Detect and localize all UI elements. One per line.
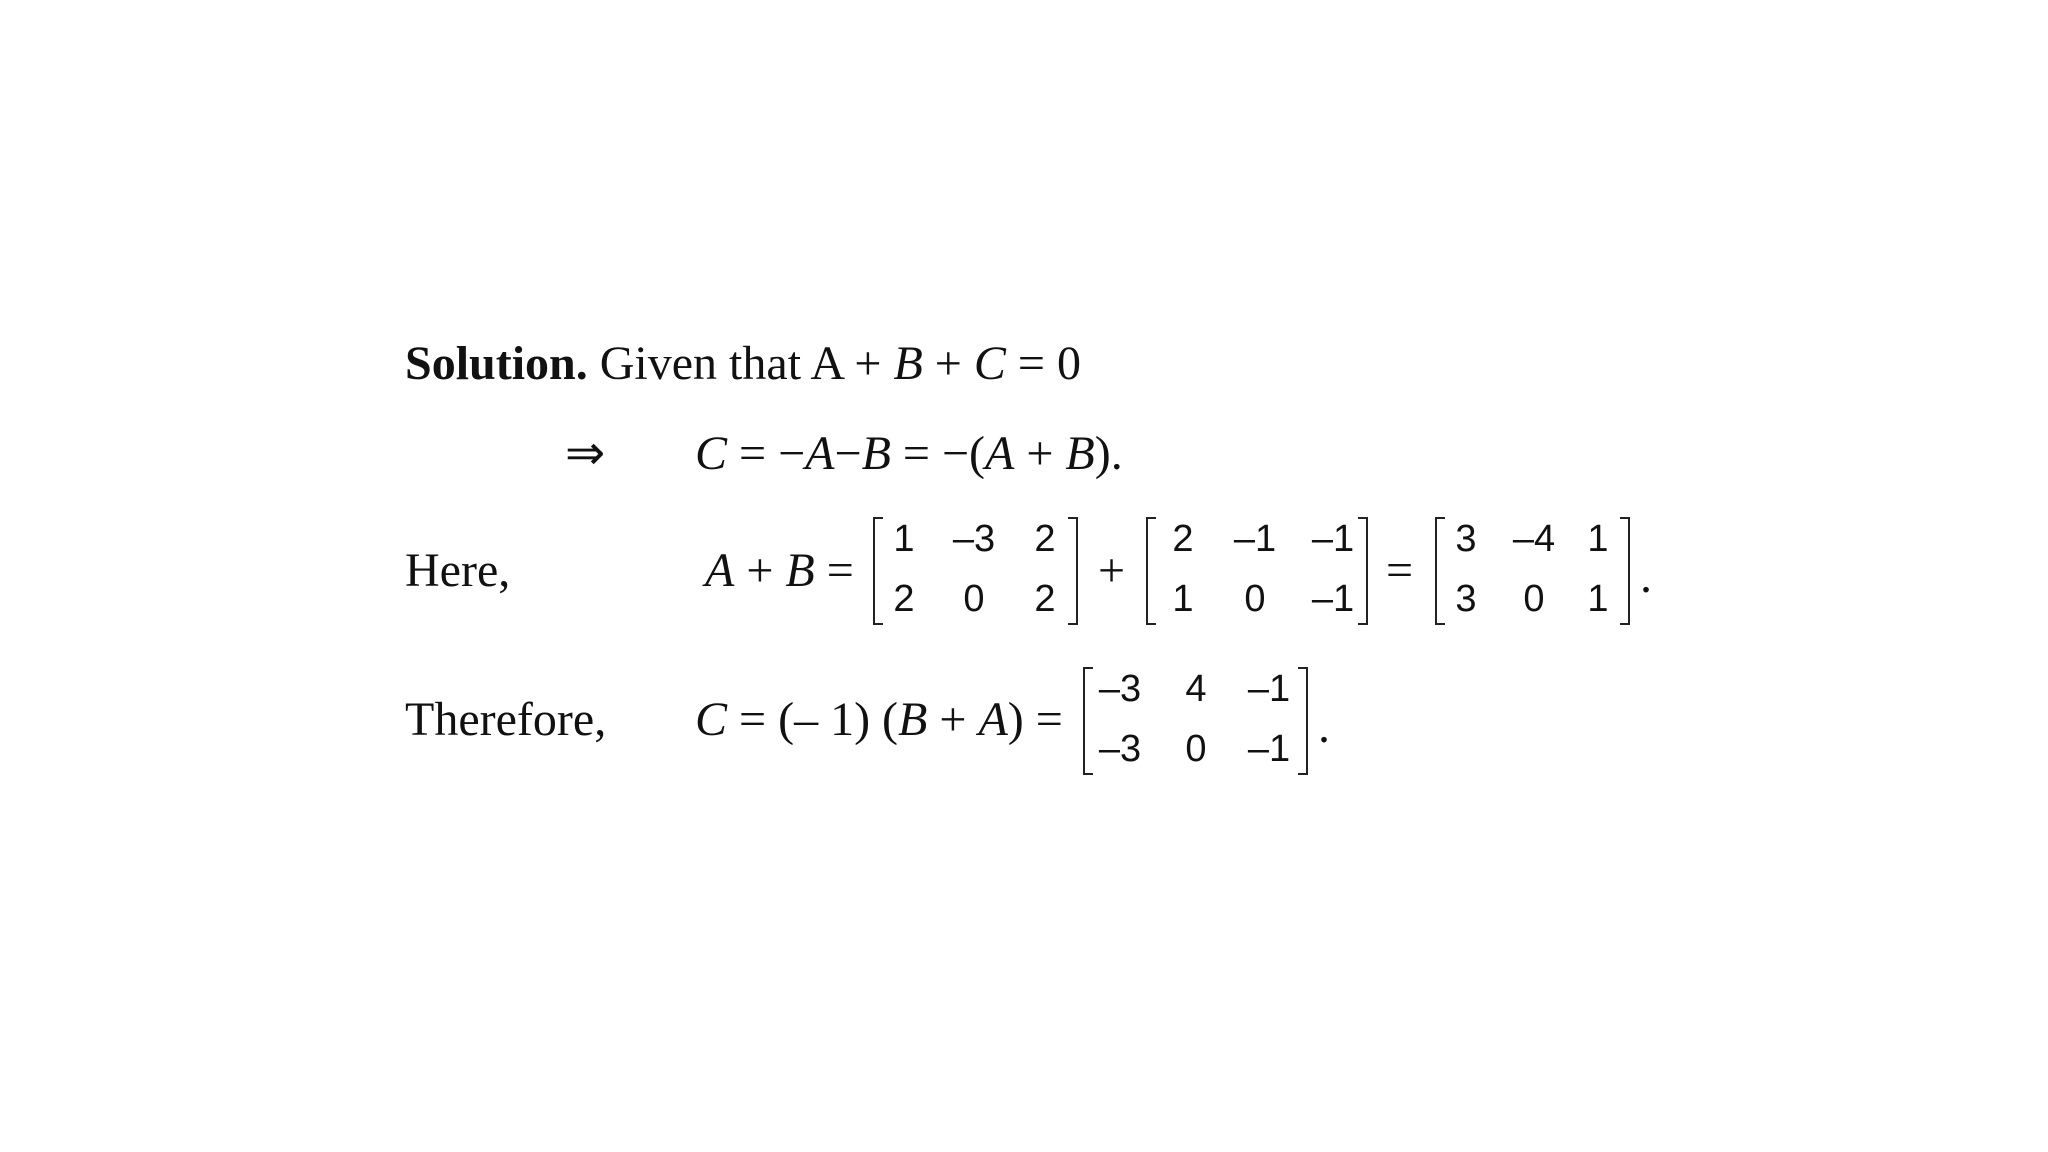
minus-sign: − (834, 427, 862, 480)
matrix-b (1146, 517, 1368, 625)
matrix-cell: –1 (1247, 668, 1291, 710)
var-c: C (973, 337, 1006, 390)
here-label: Here, (405, 544, 511, 597)
equals-sign: = (814, 544, 854, 597)
c-result-lhs (695, 693, 1063, 746)
close-equals: ) = (1007, 693, 1063, 746)
therefore-label: Therefore, (405, 693, 607, 746)
matrix-cell: 1 (1172, 578, 1194, 620)
matrix-cell: 0 (1185, 728, 1207, 770)
matrix-a (873, 517, 1078, 625)
var-b: B (1065, 427, 1095, 480)
var-b: B (861, 427, 891, 480)
var-b: B (898, 693, 928, 746)
matrix-cell: 1 (1587, 518, 1609, 560)
matrix-cell: –3 (952, 518, 996, 560)
var-a: A (705, 544, 735, 597)
matrix-cell: –1 (1311, 578, 1355, 620)
solution-heading: Solution. (405, 337, 588, 390)
equals-minus: = − (727, 427, 806, 480)
c-equation (695, 427, 1123, 480)
matrix-cell: –3 (1098, 668, 1142, 710)
var-c: C (695, 427, 728, 480)
solution-line (405, 337, 1081, 390)
matrix-cell: 0 (1523, 578, 1545, 620)
matrix-cell: 1 (893, 518, 915, 560)
matrix-sum (1435, 517, 1630, 625)
matrix-cell: –1 (1311, 518, 1355, 560)
plus-sign: + (927, 693, 979, 746)
matrix-cell: 3 (1455, 518, 1477, 560)
var-a: A (978, 693, 1008, 746)
plus-sign: + (922, 337, 974, 390)
period: . (1318, 700, 1330, 753)
a-plus-b-lhs (705, 544, 854, 597)
matrix-cell: 2 (1034, 518, 1056, 560)
period: . (1640, 550, 1652, 603)
matrix-cell: –3 (1098, 728, 1142, 770)
var-a: A (805, 427, 835, 480)
plus-operator: + (1098, 544, 1126, 597)
plus-sign: + (1014, 427, 1066, 480)
var-c: C (695, 693, 728, 746)
matrix-cell: 2 (893, 578, 915, 620)
matrix-cell: 2 (1034, 578, 1056, 620)
matrix-c (1083, 667, 1308, 775)
equals-neg-one: = (– 1) ( (727, 693, 899, 746)
implies-arrow: ⇒ (565, 427, 606, 480)
matrix-cell: 2 (1172, 518, 1194, 560)
matrix-cell: –1 (1247, 728, 1291, 770)
plus-sign: + (734, 544, 786, 597)
var-a: A (985, 427, 1015, 480)
matrix-cell: –4 (1512, 518, 1556, 560)
var-b: B (893, 337, 923, 390)
close-paren: ). (1094, 427, 1123, 480)
matrix-cell: 3 (1455, 578, 1477, 620)
equals-zero: = 0 (1005, 337, 1081, 390)
matrix-cell: 1 (1587, 578, 1609, 620)
matrix-cell: 0 (963, 578, 985, 620)
matrix-cell: 4 (1185, 668, 1207, 710)
equals-minus-paren: = −( (890, 427, 986, 480)
matrix-cell: –1 (1233, 518, 1277, 560)
matrix-cell: 0 (1244, 578, 1266, 620)
var-b: B (785, 544, 815, 597)
given-text: Given that A + (587, 337, 894, 390)
equals-operator: = (1386, 544, 1414, 597)
